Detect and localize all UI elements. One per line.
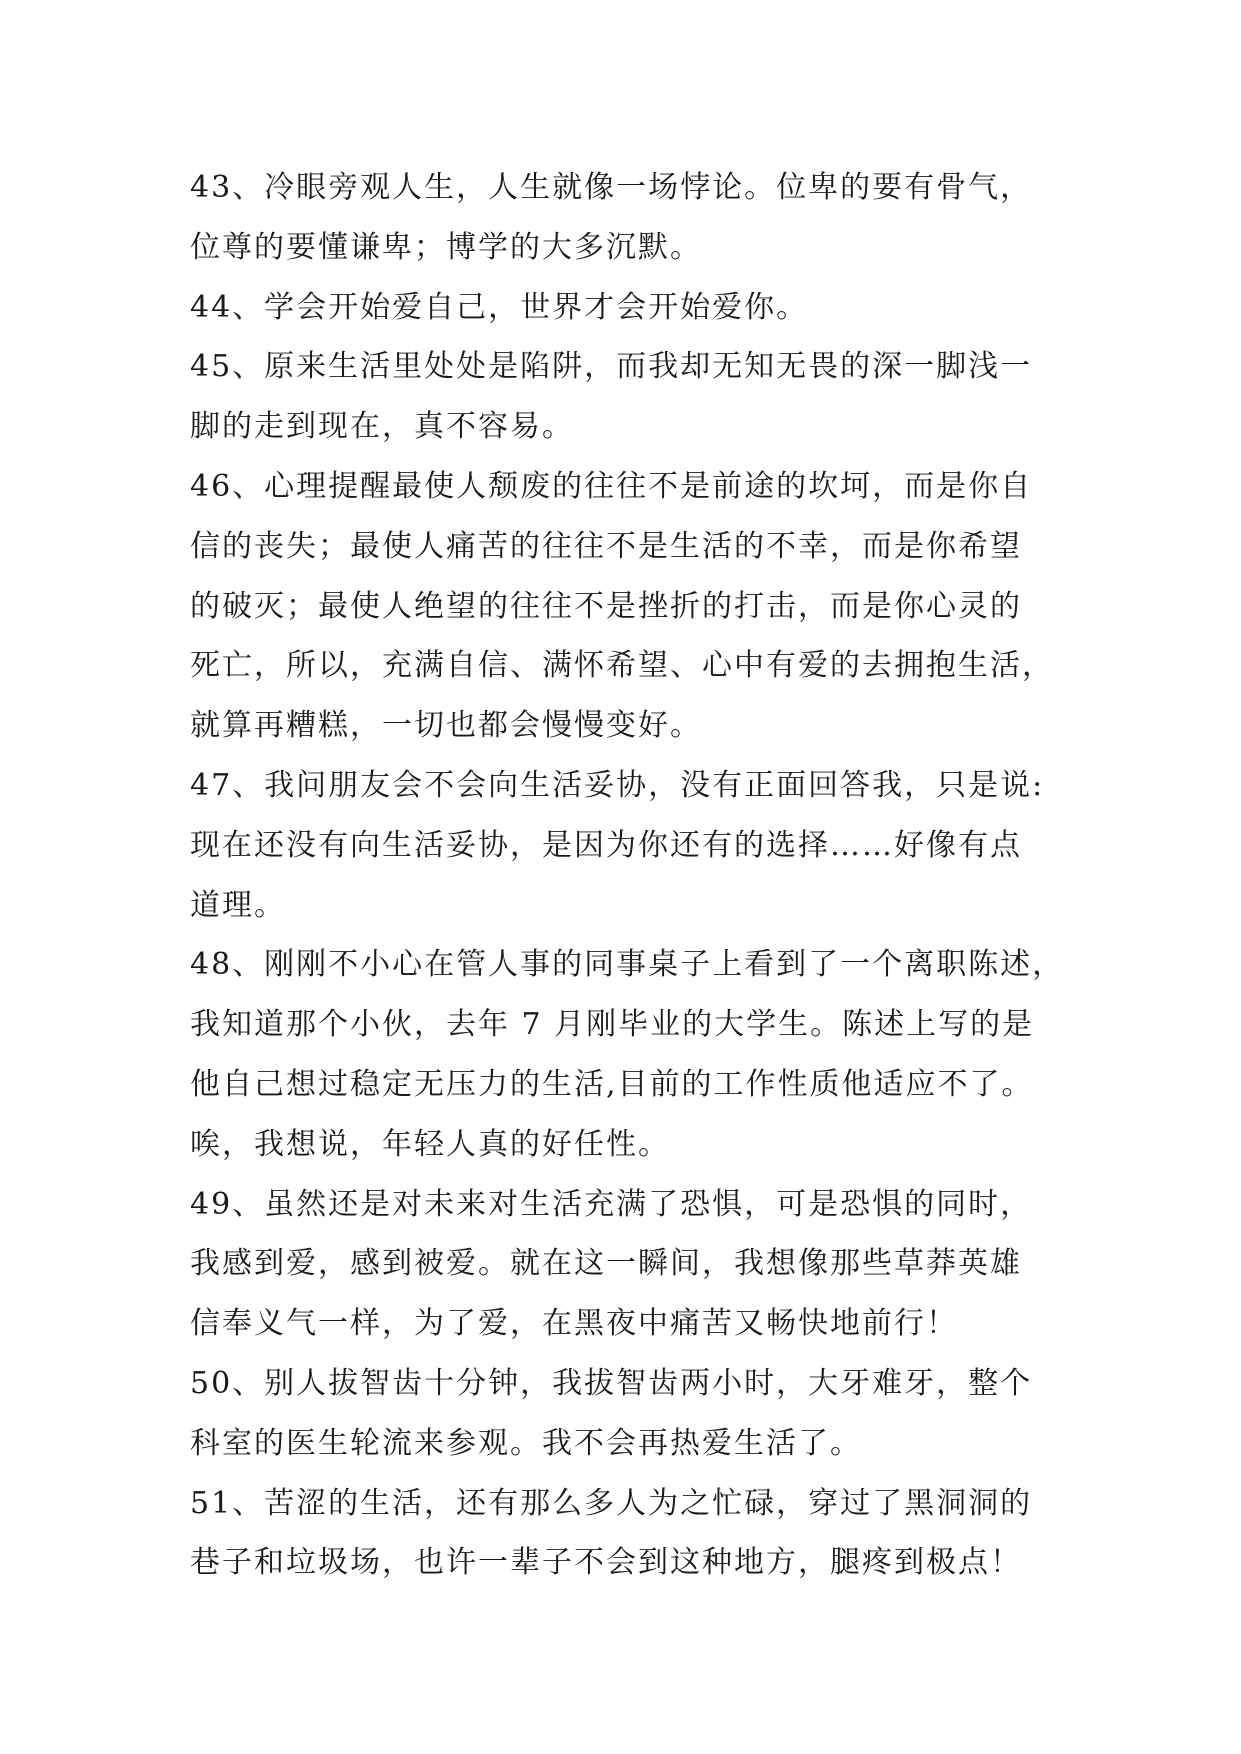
text-line: 43、冷眼旁观人生，人生就像一场悖论。位卑的要有骨气， — [190, 170, 1033, 205]
text-line: 死亡，所以，充满自信、满怀希望、心中有爱的去拥抱生活， — [190, 648, 1054, 684]
text-line: 51、苦涩的生活，还有那么多人为之忙碌，穿过了黑洞洞的 — [190, 1485, 1033, 1521]
text-line: 我知道那个小伙，去年 7 月刚毕业的大学生。陈述上写的是 — [190, 1007, 1035, 1043]
text-line: 50、别人拔智齿十分钟，我拔智齿两小时，大牙难牙，整个 — [190, 1365, 1033, 1401]
text-line: 唉，我想说，年轻人真的好任性。 — [190, 1126, 670, 1162]
text-line: 48、刚刚不小心在管人事的同事桌子上看到了一个离职陈述， — [190, 947, 1065, 983]
text-line: 他自己想过稳定无压力的生活,目前的工作性质他适应不了。 — [190, 1066, 1034, 1102]
text-line: 道理。 — [190, 887, 286, 923]
text-line: 位尊的要懂谦卑；博学的大多沉默。 — [190, 229, 702, 265]
text-line: 信奉义气一样，为了爱，在黑夜中痛苦又畅快地前行！ — [190, 1306, 958, 1342]
text-line: 46、心理提醒最使人颓废的往往不是前途的坎坷，而是你自 — [190, 468, 1033, 504]
text-line: 信的丧失；最使人痛苦的往往不是生活的不幸，而是你希望 — [190, 528, 1022, 564]
text-line: 我感到爱，感到被爱。就在这一瞬间，我想像那些草莽英雄 — [190, 1246, 1022, 1282]
text-line: 45、原来生活里处处是陷阱，而我却无知无畏的深一脚浅一 — [190, 349, 1033, 385]
text-line: 的破灭；最使人绝望的往往不是挫折的打击，而是你心灵的 — [190, 588, 1022, 624]
text-line: 就算再糟糕，一切也都会慢慢变好。 — [190, 708, 702, 744]
text-line: 脚的走到现在，真不容易。 — [190, 409, 574, 445]
document-body — [190, 158, 1080, 1593]
text-line: 巷子和垃圾场，也许一辈子不会到这种地方，腿疼到极点！ — [190, 1545, 1022, 1581]
text-line: 现在还没有向生活妥协，是因为你还有的选择……好像有点 — [190, 827, 1022, 863]
text-line: 49、虽然还是对未来对生活充满了恐惧，可是恐惧的同时， — [190, 1186, 1033, 1222]
text-line: 科室的医生轮流来参观。我不会再热爱生活了。 — [190, 1425, 862, 1461]
text-line: 47、我问朋友会不会向生活妥协，没有正面回答我，只是说: — [190, 767, 1045, 803]
text-line: 44、学会开始爱自己，世界才会开始爱你。 — [190, 289, 809, 325]
